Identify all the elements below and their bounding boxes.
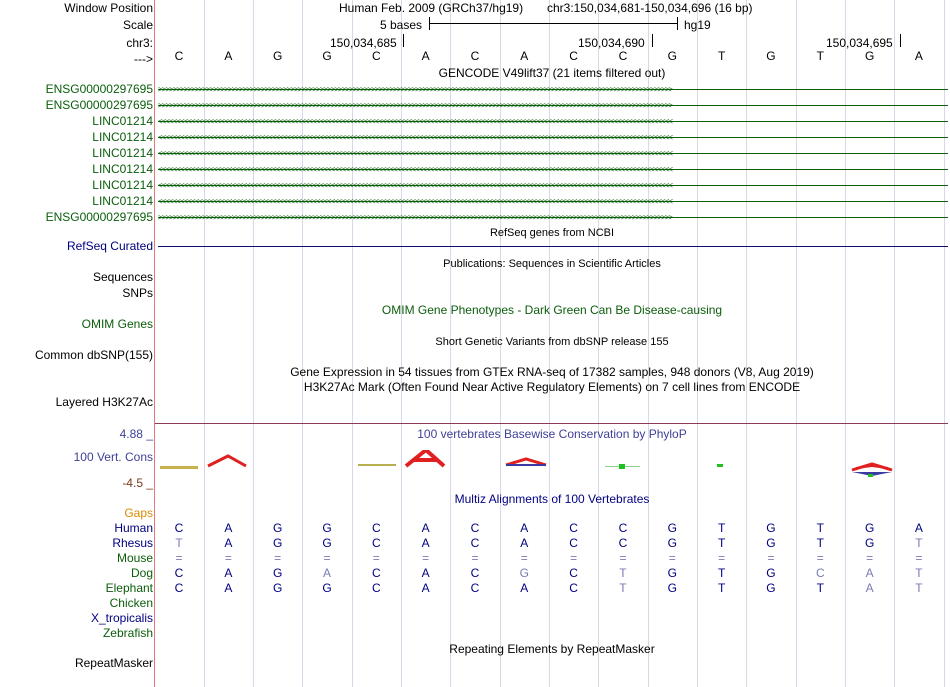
base-letter: C [174, 49, 184, 63]
alignment-base: A [421, 536, 430, 550]
alignment-base: = [570, 551, 578, 565]
base-letter: G [667, 49, 677, 63]
dbsnp-label[interactable]: Common dbSNP(155) [34, 348, 153, 362]
coord-tick-2 [652, 34, 653, 47]
phylop-mark-2 [358, 464, 396, 466]
phylop-letter-a-1 [208, 456, 246, 466]
label-separator[interactable] [154, 0, 155, 687]
gencode-track-label[interactable]: ENSG00000297695 [45, 98, 153, 112]
base-letter: C [569, 49, 578, 63]
alignment-base: G [667, 536, 677, 550]
alignment-base: C [174, 521, 184, 535]
alignment-base: G [272, 566, 283, 580]
alignment-base: A [865, 581, 874, 595]
multiz-title: Multiz Alignments of 100 Vertebrates [454, 492, 650, 506]
scale-text: 5 bases [380, 18, 423, 32]
alignment-base: C [815, 566, 825, 580]
alignment-base: G [322, 581, 332, 595]
dbsnp-title: Short Genetic Variants from dbSNP release 155 [435, 336, 669, 348]
alignment-base: G [519, 566, 529, 580]
alignment-base: G [766, 521, 776, 535]
publications-title: Publications: Sequences in Scientific Articles [443, 258, 661, 270]
alignment-base: = [915, 551, 923, 565]
base-letter: T [717, 49, 726, 63]
species-label-mouse[interactable]: Mouse [116, 551, 153, 565]
base-letter: A [914, 49, 923, 63]
alignment-base: G [272, 521, 283, 535]
refseq-gene-line[interactable] [158, 246, 948, 247]
alignment-base: C [470, 521, 480, 535]
alignment-base: = [619, 551, 627, 565]
coord-label-3: 150,034,695 [826, 36, 893, 50]
base-letter: G [272, 49, 283, 63]
scale-bar-left-tick [429, 17, 430, 30]
alignment-base: C [470, 536, 480, 550]
alignment-base: T [619, 566, 627, 580]
alignment-base: = [520, 551, 528, 565]
base-letter: C [618, 49, 628, 63]
cons-label[interactable]: 100 Vert. Cons [73, 450, 153, 464]
alignment-base: A [224, 566, 233, 580]
alignment-base: C [371, 521, 381, 535]
base-letter: T [816, 49, 824, 63]
alignment-base: G [667, 521, 677, 535]
alignment-base: C [371, 566, 381, 580]
alignment-base: G [766, 566, 776, 580]
gencode-title[interactable]: GENCODE V49lift37 (21 items filtered out) [438, 66, 666, 80]
species-label-rhesus[interactable]: Rhesus [112, 536, 153, 550]
alignment-base: = [668, 551, 676, 565]
phylop-glyphs [0, 450, 950, 480]
alignment-base: C [174, 566, 184, 580]
alignment-base: A [520, 521, 529, 535]
base-letter: C [371, 49, 381, 63]
position-text: chr3:150,034,681-150,034,696 (16 bp) [547, 1, 753, 15]
repeatmasker-label[interactable]: RepeatMasker [74, 656, 153, 670]
alignment-base: G [272, 581, 283, 595]
phylop-mark-3 [605, 464, 640, 469]
omim-label[interactable]: OMIM Genes [81, 317, 153, 331]
gencode-track-label[interactable]: LINC01214 [92, 162, 153, 176]
gencode-track-label[interactable]: ENSG00000297695 [45, 82, 153, 96]
alignment-base: = [372, 551, 380, 565]
alignment-base: C [569, 521, 578, 535]
alignment-base: C [371, 581, 381, 595]
alignment-base: C [569, 566, 578, 580]
repeatmasker-title: Repeating Elements by RepeatMasker [449, 642, 655, 656]
alignment-base: A [520, 536, 529, 550]
scale-label[interactable]: Scale [122, 18, 153, 32]
assembly-text: Human Feb. 2009 (GRCh37/hg19) [339, 1, 524, 15]
scale-db-text: hg19 [684, 18, 711, 32]
alignment-base: A [421, 521, 430, 535]
alignment-base: T [175, 536, 183, 550]
base-letter: C [470, 49, 480, 63]
gencode-track-label[interactable]: LINC01214 [92, 114, 153, 128]
strand-right-arrows-icon: >>>>>>>>>>>>>>>>>>>>>>>>>>>>>>>>>>>>>>>>>>>>>>>>>>>>>>>>>>>>>>>>>>>>>>>>>>>>>>>>>>>>>>>>>>>>>>>>>>>>>>>>>>>>>>>>>>>>>>>>>>>>>>>>>>>>>>>>>>>> [158, 213, 673, 222]
alignment-base: T [717, 566, 726, 580]
phylop-title: 100 vertebrates Basewise Conservation by PhyloP [417, 427, 687, 441]
alignment-base: T [915, 566, 923, 580]
base-letter: G [322, 49, 332, 63]
strand-left-arrows-icon: <<<<<<<<<<<<<<<<<<<<<<<<<<<<<<<<<<<<<<<<<<<<<<<<<<<<<<<<<<<<<<<<<<<<<<<<<<<<<<<<<<<<<<<<<<<<<<<<<<<<<<<<<<<<<<<<<<<<<<<<<<<<<<<<<<<<<<<<<<<< [158, 165, 673, 174]
alignment-base: = [323, 551, 331, 565]
phylop-mark-4 [717, 464, 723, 467]
species-label-zebrafish[interactable]: Zebrafish [102, 626, 153, 640]
alignment-base: A [322, 566, 331, 580]
alignment-base: = [224, 551, 232, 565]
alignment-base: = [718, 551, 726, 565]
snps-label[interactable]: SNPs [122, 286, 153, 300]
alignment-base: A [224, 521, 233, 535]
alignment-base: T [717, 536, 726, 550]
sequences-label[interactable]: Sequences [92, 270, 153, 284]
species-label-x_tropicalis[interactable]: X_tropicalis [90, 611, 153, 625]
alignment-base: A [865, 566, 874, 580]
gencode-track-label[interactable]: LINC01214 [92, 146, 153, 160]
alignment-base: G [766, 536, 776, 550]
strand-toggle[interactable]: ---> [134, 52, 153, 66]
species-label-human[interactable]: Human [114, 521, 153, 535]
coord-label-2: 150,034,690 [578, 36, 645, 50]
base-letter: G [864, 49, 875, 63]
alignment-base: = [274, 551, 282, 565]
alignment-base: C [569, 581, 578, 595]
alignment-base: G [864, 536, 875, 550]
phylop-mark-1 [160, 466, 198, 469]
strand-left-arrows-icon: <<<<<<<<<<<<<<<<<<<<<<<<<<<<<<<<<<<<<<<<<<<<<<<<<<<<<<<<<<<<<<<<<<<<<<<<<<<<<<<<<<<<<<<<<<<<<<<<<<<<<<<<<<<<<<<<<<<<<<<<<<<<<<<<<<<<<<<<<<<< [158, 197, 673, 206]
alignment-base: = [816, 551, 824, 565]
alignment-base: G [864, 521, 875, 535]
alignment-base: C [569, 536, 578, 550]
coord-tick-3 [900, 34, 901, 47]
strand-left-arrows-icon: <<<<<<<<<<<<<<<<<<<<<<<<<<<<<<<<<<<<<<<<<<<<<<<<<<<<<<<<<<<<<<<<<<<<<<<<<<<<<<<<<<<<<<<<<<<<<<<<<<<<<<<<<<<<<<<<<<<<<<<<<<<<<<<<<<<<<<<<<<<< [158, 181, 673, 190]
species-label-chicken[interactable]: Chicken [109, 596, 153, 610]
scale-bar-right-tick [677, 17, 678, 30]
h3k27ac-title: H3K27Ac Mark (Often Found Near Active Regulatory Elements) on 7 cell lines from ENCODE [303, 380, 801, 394]
strand-left-arrows-icon: <<<<<<<<<<<<<<<<<<<<<<<<<<<<<<<<<<<<<<<<<<<<<<<<<<<<<<<<<<<<<<<<<<<<<<<<<<<<<<<<<<<<<<<<<<<<<<<<<<<<<<<<<<<<<<<<<<<<<<<<<<<<<<<<<<<<<<<<<<<< [158, 149, 673, 158]
chromosome-label[interactable]: chr3: [126, 36, 153, 50]
alignment-base: C [371, 536, 381, 550]
coord-label-1: 150,034,685 [330, 36, 397, 50]
cons-min-label: -4.5 _ [122, 476, 153, 490]
alignment-base: T [816, 521, 824, 535]
alignment-base: T [717, 521, 726, 535]
alignment-base: = [175, 551, 183, 565]
base-letter: A [421, 49, 430, 63]
gencode-track-label[interactable]: LINC01214 [92, 178, 153, 192]
refseq-title: RefSeq genes from NCBI [489, 227, 615, 239]
alignment-base: G [667, 581, 677, 595]
strand-left-arrows-icon: <<<<<<<<<<<<<<<<<<<<<<<<<<<<<<<<<<<<<<<<<<<<<<<<<<<<<<<<<<<<<<<<<<<<<<<<<<<<<<<<<<<<<<<<<<<<<<<<<<<<<<<<<<<<<<<<<<<<<<<<<<<<<<<<<<<<<<<<<<<< [158, 117, 673, 126]
alignment-base: C [174, 581, 184, 595]
strand-right-arrows-icon: >>>>>>>>>>>>>>>>>>>>>>>>>>>>>>>>>>>>>>>>>>>>>>>>>>>>>>>>>>>>>>>>>>>>>>>>>>>>>>>>>>>>>>>>>>>>>>>>>>>>>>>>>>>>>>>>>>>>>>>>>>>>>>>>>>>>>>>>>>>> [158, 85, 673, 94]
species-label-elephant[interactable]: Elephant [105, 581, 153, 595]
strand-right-arrows-icon: >>>>>>>>>>>>>>>>>>>>>>>>>>>>>>>>>>>>>>>>>>>>>>>>>>>>>>>>>>>>>>>>>>>>>>>>>>>>>>>>>>>>>>>>>>>>>>>>>>>>>>>>>>>>>>>>>>>>>>>>>>>>>>>>>>>>>>>>>>>> [158, 101, 673, 110]
alignment-base: A [914, 521, 923, 535]
alignment-base: G [272, 536, 283, 550]
species-label-dog[interactable]: Dog [130, 566, 153, 580]
alignment-base: = [866, 551, 874, 565]
gaps-label[interactable]: Gaps [124, 506, 153, 520]
scale-bar [429, 23, 677, 24]
refseq-label[interactable]: RefSeq Curated [66, 239, 153, 253]
strand-left-arrows-icon: <<<<<<<<<<<<<<<<<<<<<<<<<<<<<<<<<<<<<<<<<<<<<<<<<<<<<<<<<<<<<<<<<<<<<<<<<<<<<<<<<<<<<<<<<<<<<<<<<<<<<<<<<<<<<<<<<<<<<<<<<<<<<<<<<<<<<<<<<<<< [158, 133, 673, 142]
alignment-base: T [915, 536, 923, 550]
alignment-base: A [520, 581, 529, 595]
alignment-base: G [322, 536, 332, 550]
gtex-title: Gene Expression in 54 tissues from GTEx RNA-seq of 17382 samples, 948 donors (V8, Aug 2019) [290, 365, 814, 379]
cons-max-label: 4.88 _ [119, 427, 153, 441]
alignment-base: A [421, 581, 430, 595]
phylop-letter-a-2 [406, 450, 444, 466]
alignment-base: T [717, 581, 726, 595]
window-position-label[interactable]: Window Position [64, 1, 153, 15]
alignment-base: = [422, 551, 430, 565]
alignment-base: C [618, 521, 628, 535]
omim-title: OMIM Gene Phenotypes - Dark Green Can Be Disease-causing [381, 303, 723, 317]
h3k27ac-baseline [155, 423, 948, 424]
alignment-base: A [421, 566, 430, 580]
alignment-base: C [470, 581, 480, 595]
alignment-base: A [224, 536, 233, 550]
alignment-base: T [915, 581, 923, 595]
coord-tick-1 [403, 34, 404, 47]
alignment-base: G [322, 521, 332, 535]
phylop-letter-a-3 [506, 459, 546, 466]
alignment-base: T [816, 536, 824, 550]
gencode-track-label[interactable]: LINC01214 [92, 130, 153, 144]
gencode-track-label[interactable]: LINC01214 [92, 194, 153, 208]
gencode-track-label[interactable]: ENSG00000297695 [45, 210, 153, 224]
alignment-base: T [816, 581, 824, 595]
alignment-base: G [667, 566, 677, 580]
alignment-base: C [618, 536, 628, 550]
h3k27ac-label[interactable]: Layered H3K27Ac [55, 395, 153, 409]
alignment-base: C [470, 566, 480, 580]
alignment-base: = [767, 551, 775, 565]
alignment-base: G [766, 581, 776, 595]
alignment-base: = [471, 551, 479, 565]
alignment-base: T [619, 581, 627, 595]
alignment-base: A [224, 581, 233, 595]
base-letter: A [224, 49, 233, 63]
base-letter: A [520, 49, 529, 63]
phylop-letter-stack [852, 464, 892, 477]
base-letter: G [766, 49, 776, 63]
